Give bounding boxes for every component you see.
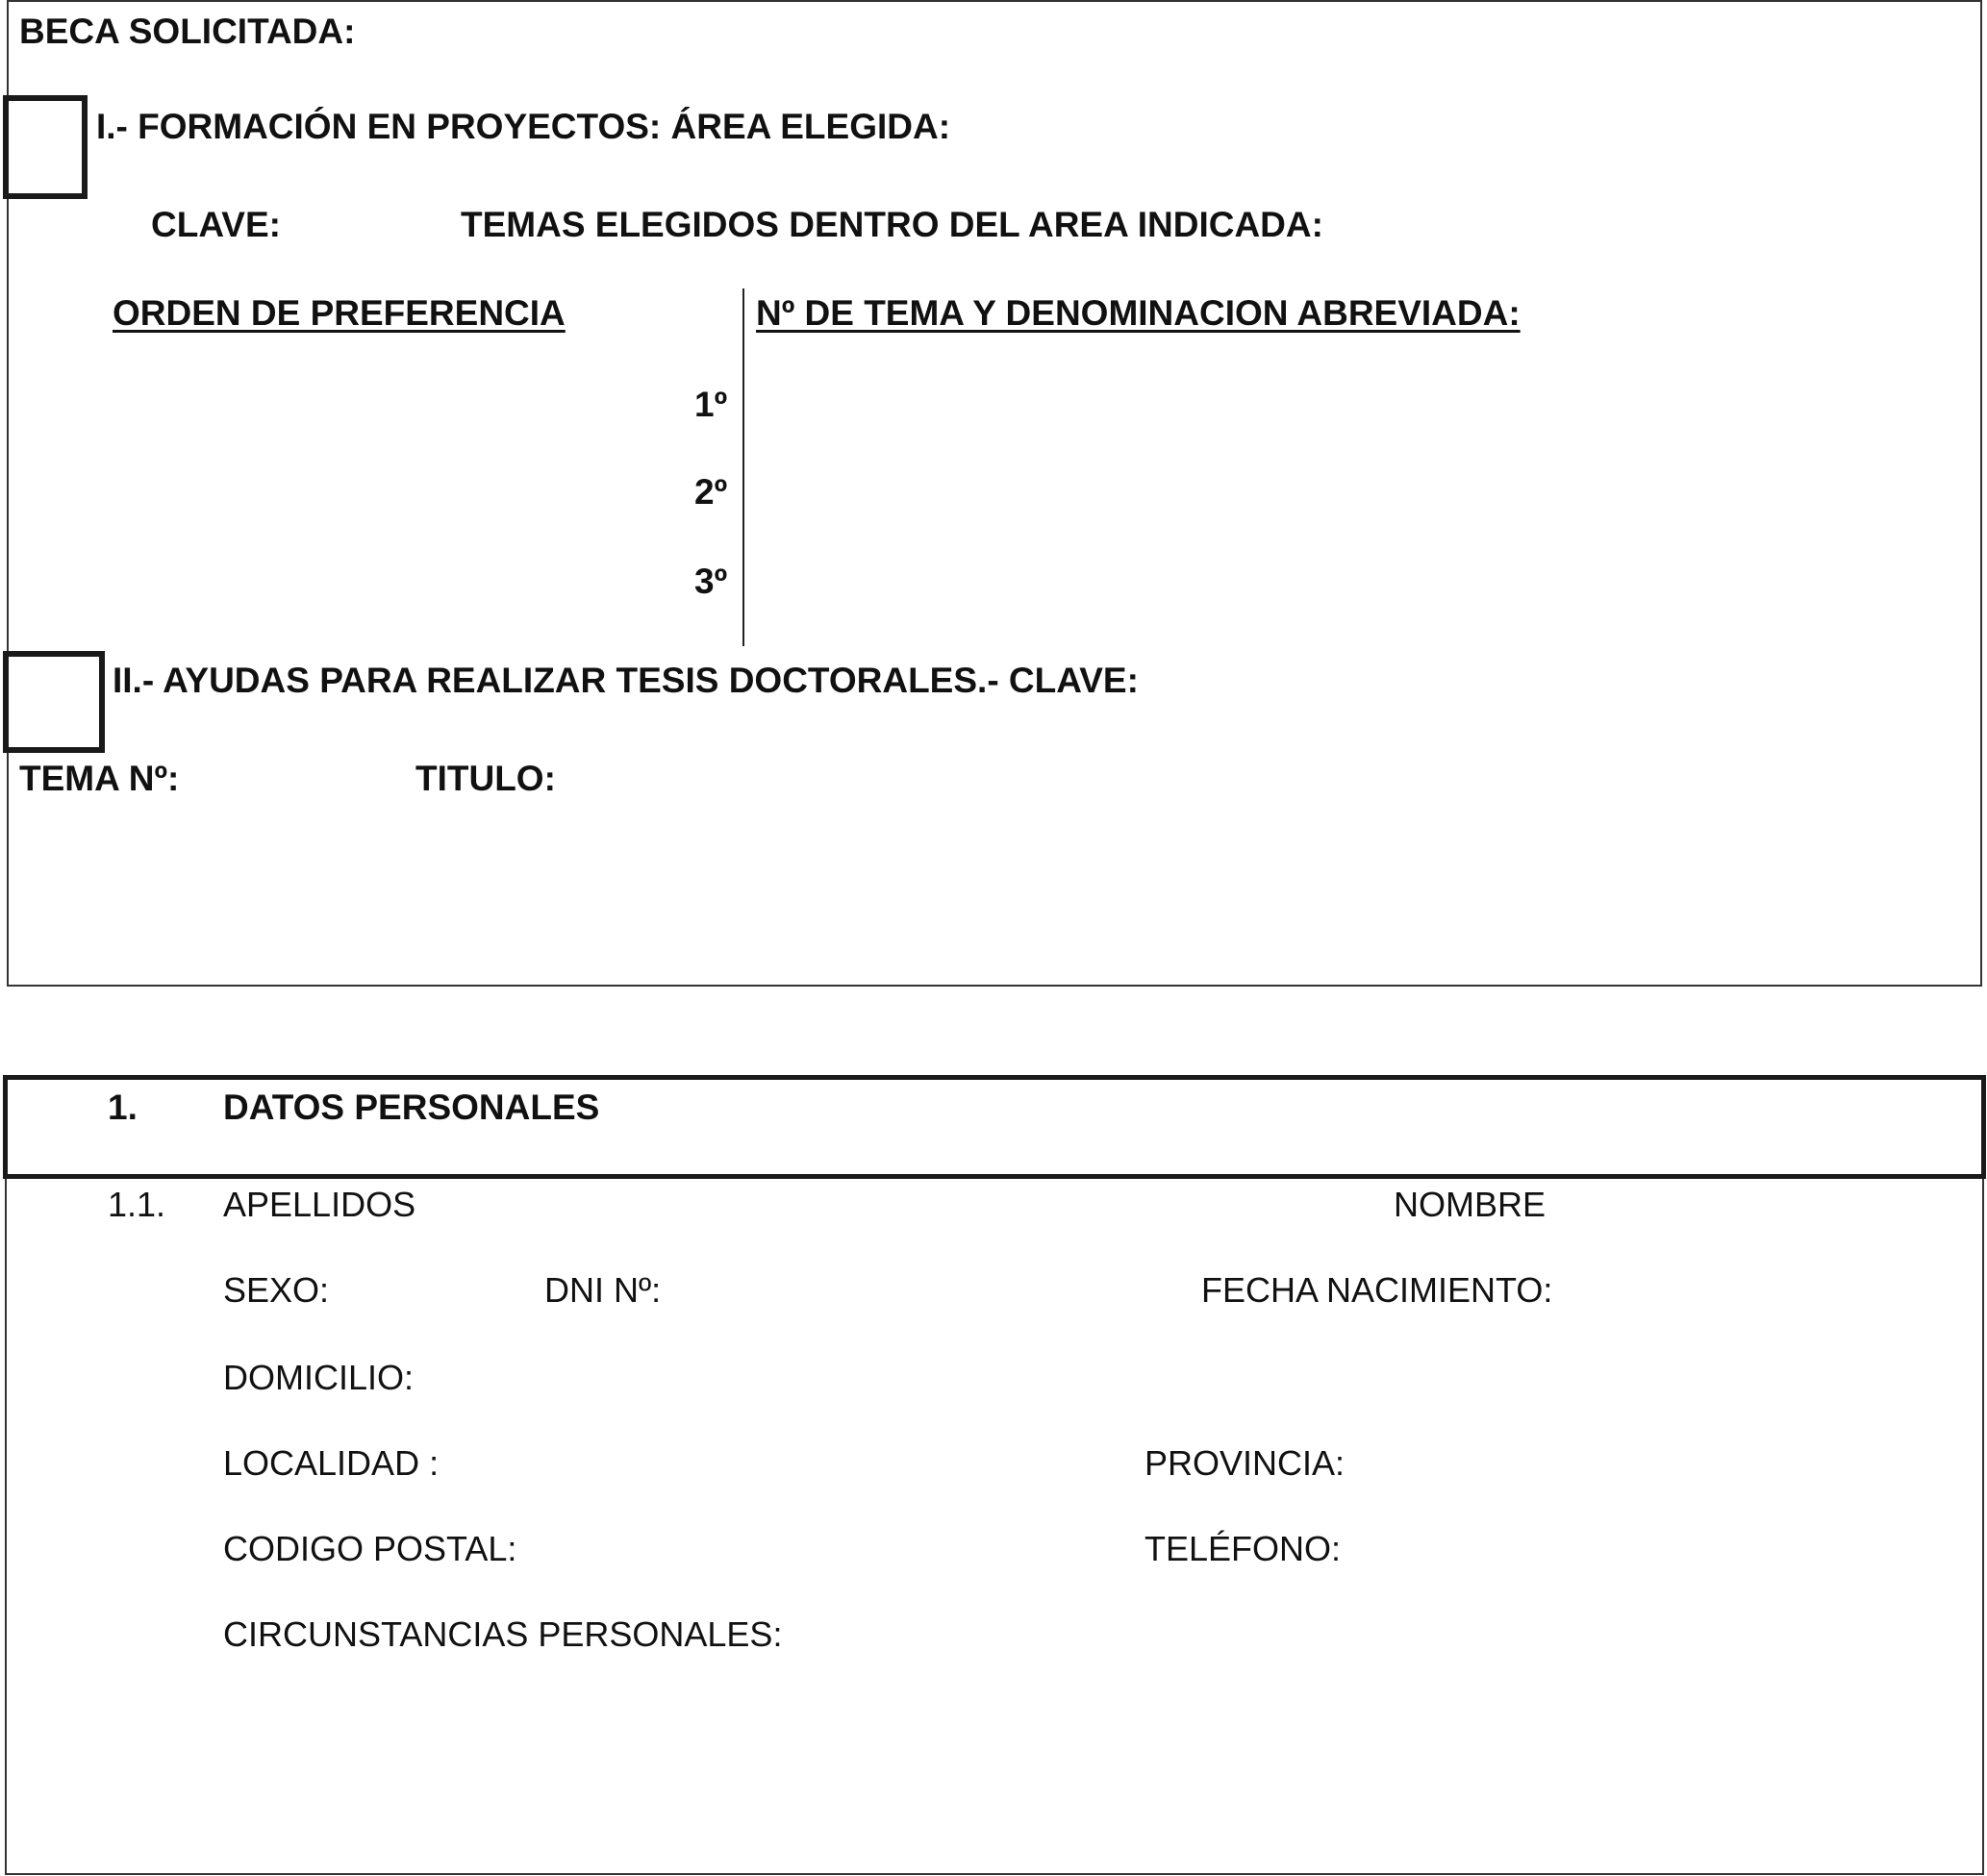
circunstancias-personales-label: CIRCUNSTANCIAS PERSONALES:	[223, 1614, 783, 1654]
domicilio-label: DOMICILIO:	[223, 1358, 415, 1397]
formacion-proyectos-checkbox[interactable]	[3, 95, 88, 199]
tema-numero-label: TEMA Nº:	[19, 759, 180, 798]
orden-2: 2º	[694, 472, 728, 512]
telefono-label: TELÉFONO:	[1144, 1529, 1342, 1568]
section-number: 1.	[108, 1088, 138, 1127]
sexo-label: SEXO:	[223, 1270, 330, 1310]
section-title: DATOS PERSONALES	[223, 1088, 600, 1127]
temas-elegidos-label: TEMAS ELEGIDOS DENTRO DEL AREA INDICADA:	[461, 205, 1323, 244]
orden-3: 3º	[694, 562, 728, 601]
orden-preferencia-header: ORDEN DE PREFERENCIA	[113, 293, 566, 333]
formacion-proyectos-label: I.- FORMACIÓN EN PROYECTOS: ÁREA ELEGIDA:	[96, 107, 951, 146]
fecha-nacimiento-label: FECHA NACIMIENTO:	[1201, 1270, 1553, 1310]
titulo-label: TITULO:	[415, 759, 556, 798]
sub-number: 1.1.	[108, 1185, 166, 1224]
beca-title: BECA SOLICITADA:	[19, 12, 356, 51]
clave-label: CLAVE:	[151, 205, 281, 244]
beca-solicitada-section	[7, 0, 1982, 987]
provincia-label: PROVINCIA:	[1144, 1443, 1346, 1483]
column-divider	[742, 288, 744, 646]
ayudas-tesis-checkbox[interactable]	[3, 651, 105, 753]
tema-denominacion-header: Nº DE TEMA Y DENOMINACION ABREVIADA:	[756, 293, 1521, 333]
localidad-label: LOCALIDAD :	[223, 1443, 440, 1483]
dni-label: DNI Nº:	[544, 1270, 662, 1310]
orden-1: 1º	[694, 385, 728, 424]
codigo-postal-label: CODIGO POSTAL:	[223, 1529, 517, 1568]
nombre-label: NOMBRE	[1394, 1185, 1547, 1224]
ayudas-tesis-label: II.- AYUDAS PARA REALIZAR TESIS DOCTORALES.- CLAVE:	[113, 661, 1139, 700]
apellidos-label: APELLIDOS	[223, 1185, 416, 1224]
